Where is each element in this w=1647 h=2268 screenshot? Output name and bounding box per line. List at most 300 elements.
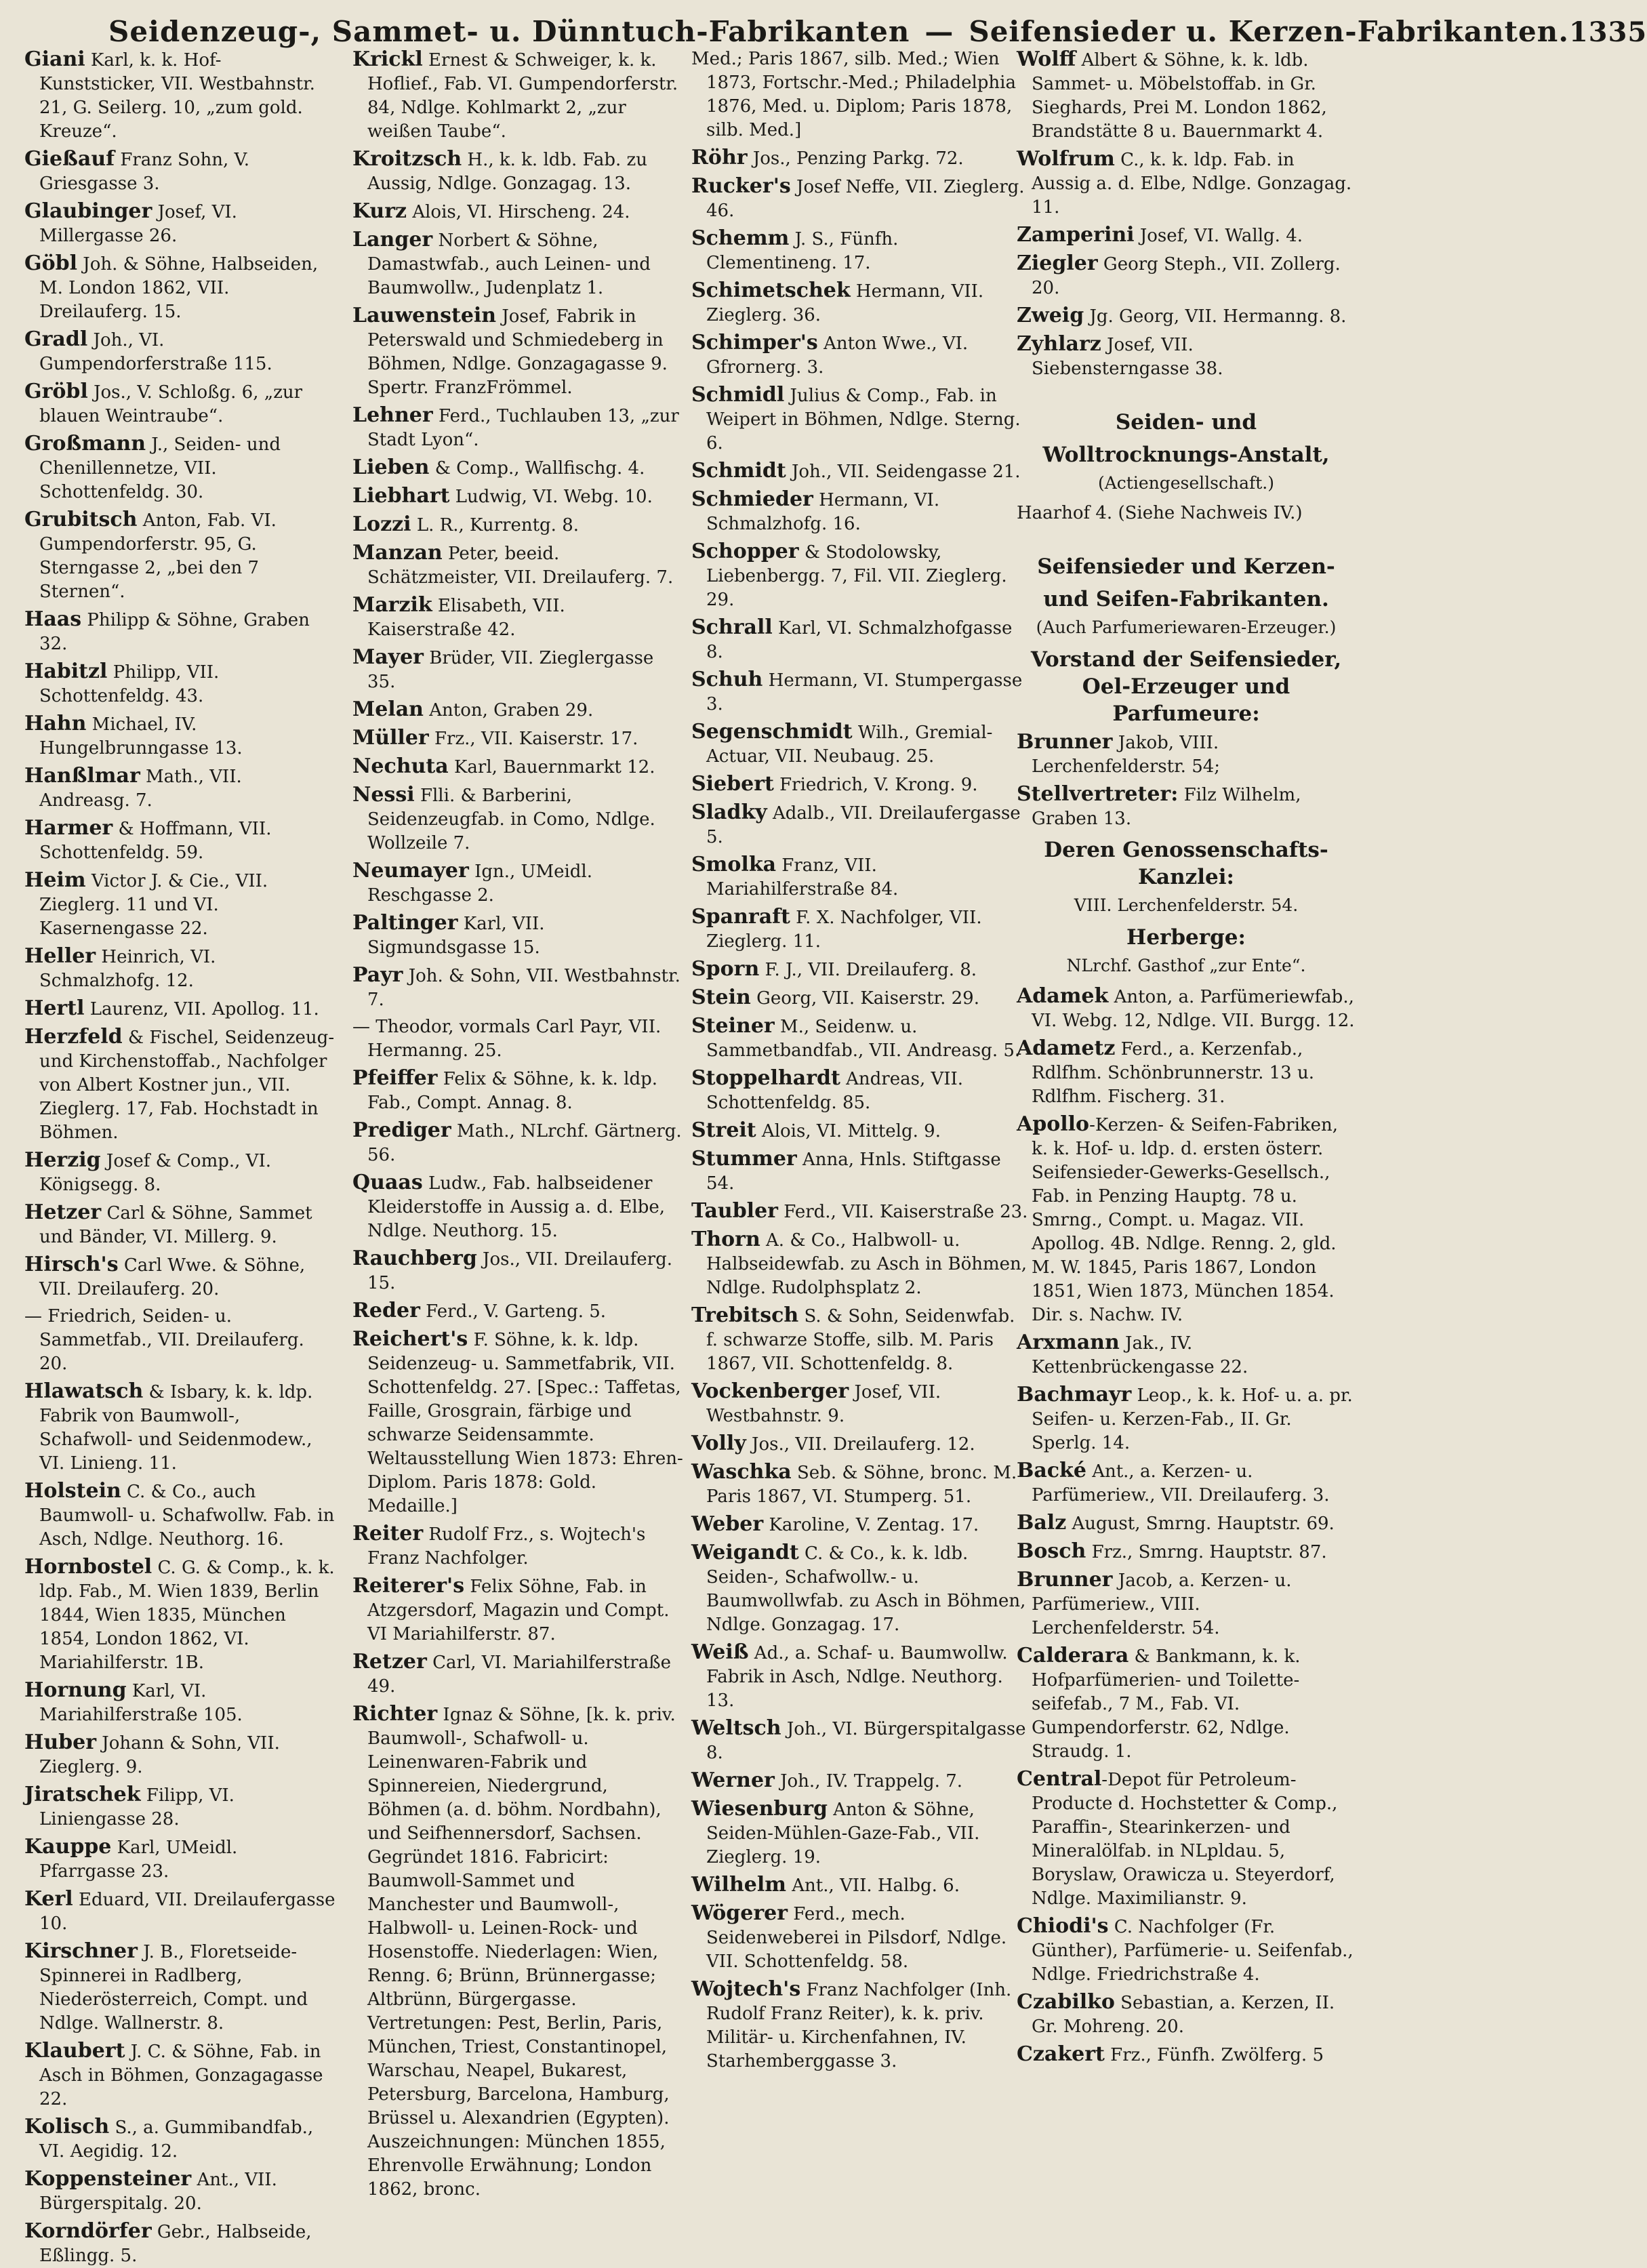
directory-entry [691,720,1030,769]
entry-details: F. J., VII. Dreilauferg. 8. [759,960,977,980]
entry-name: Lieben [352,455,430,479]
entry-details: C., k. k. ldp. Fab. in Aussig a. d. Elbe, Ndlge. Gonzagag. 11. [1032,150,1352,218]
entry-name: Holstein [24,1479,121,1503]
entry-details: Ferd., V. Garteng. 5. [420,1301,607,1322]
entry-name: Kolisch [24,2115,110,2139]
entry-details: Anton Wwe., VI. Gfrornerg. 3. [706,333,969,378]
entry-name: Gröbl [24,380,88,403]
entry-details: Eduard, VII. Dreilaufergasse 10. [39,1890,336,1934]
directory-entry [691,1512,1030,1537]
entry-details: M., Seidenw. u. Sammetbandfab., VII. Andreasg. 5. [706,1017,1021,1061]
entry-details: Andreas, VII. Schottenfeldg. 85. [706,1069,964,1113]
entry-name: Heller [24,944,96,968]
entry-details: J., Seiden- und Chenillennetze, VII. Schottenfeldg. 30. [39,434,281,502]
entry-name: Wilhelm [691,1873,786,1897]
entry-details: Friedrich, V. Krong. 9. [773,775,978,795]
directory-entry [1017,984,1356,1033]
entry-details: Wilh., Gremial-Actuar, VII. Neubaug. 25. [706,723,993,767]
directory-entry [24,996,336,1021]
entry-name: Lozzi [352,512,411,536]
entry-name: Nechuta [352,754,449,778]
entry-details: & Fischel, Seidenzeug- und Kirchenstoffab., Nachfolger von Albert Kostner jun., VII. Zieglerg. 17, Fab. Hochstadt in Böhmen. [39,1028,335,1143]
directory-entry [352,697,685,723]
directory-entry [1017,1036,1356,1109]
section-gap [1017,529,1356,548]
directory-entry [691,1228,1030,1300]
directory-entry [691,1118,1030,1143]
entry-details: Josef, VI. Millergasse 26. [39,202,237,246]
entry-details: Felix & Söhne, k. k. ldp. Fab., Compt. Annag. 8. [367,1069,658,1113]
directory-entry [1017,1539,1356,1564]
directory-entry [691,1977,1030,2073]
entry-name: Schmieder [691,487,813,511]
entry-name: Payr [352,963,403,987]
entry-name: Jiratschek [24,1783,141,1806]
entry-name: Adametz [1017,1036,1116,1060]
directory-entry [24,47,336,144]
directory-entry [352,911,685,960]
directory-entry [691,1199,1030,1224]
entry-name: Trebitsch [691,1303,799,1327]
entry-name: Richter [352,1702,438,1726]
entry-details: Josef & Comp., VI. Königsegg. 8. [39,1151,271,1195]
directory-entry [691,1873,1030,1898]
entry-name: Zamperini [1017,223,1135,247]
entry-name: Prediger [352,1118,451,1142]
directory-entry [352,783,685,855]
directory-entry [1017,47,1356,144]
entry-details: Seb. & Söhne, bronc. M. Paris 1867, VI. Stumperg. 51. [706,1463,1017,1507]
column-4-entries-b [1017,984,1356,2067]
entry-name: Manzan [352,541,443,565]
entry-name: Pfeiffer [352,1066,438,1090]
entry-details: Alois, VI. Hirscheng. 24. [407,202,630,222]
entry-name: Bachmayr [1017,1383,1132,1406]
entry-details: Anton, Fab. VI. Gumpendorferstr. 95, G. Sterngasse 2, „bei den 7 Sternen“. [39,510,277,602]
entry-details: Ferd., a. Kerzenfab., Rdlfhm. Schönbrunnerstr. 13 u. Rdlfhm. Fischerg. 31. [1032,1039,1314,1107]
entry-details: Hermann, VI. Stumpergasse 3. [706,670,1023,714]
entry-name: Steiner [691,1014,775,1038]
entry-details: Josef, VI. Wallg. 4. [1134,226,1303,246]
entry-name: Brunner [1017,1568,1113,1592]
directory-entry [1017,1568,1356,1640]
entry-details: & Comp., Wallfischg. 4. [429,458,645,479]
entry-details: Gebr., Halbseide, Eßlingg. 5. [39,2222,312,2266]
directory-entry [352,1015,685,1063]
directory-entry [691,905,1030,954]
entry-details: Victor J. & Cie., VII. Zieglerg. 11 und VI. Kasernengasse 22. [39,871,268,939]
directory-entry [352,1066,685,1115]
directory-entry [24,2115,336,2164]
entry-name: Bosch [1017,1539,1086,1563]
entry-name: Harmer [24,816,113,840]
entry-name: Schimper's [691,331,818,355]
directory-entry [352,1171,685,1243]
entry-details: Karl, k. k. Hof-Kunststicker, VII. Westbahnstr. 21, G. Seilerg. 10, „zum gold. Kreuze“. [39,50,315,142]
directory-entry [352,1522,685,1571]
directory-entry [24,607,336,656]
entry-details: Ant., VII. Halbg. 6. [786,1876,960,1896]
directory-entry [691,668,1030,716]
entry-details: C. & Co., auch Baumwoll- u. Schafwollw. Fab. in Asch, Ndlge. Neuthorg. 16. [39,1482,335,1550]
entry-details: Georg, VII. Kaiserstr. 29. [750,988,979,1009]
entry-name: Gradl [24,327,88,351]
entry-details: Philipp & Söhne, Graben 32. [39,610,310,654]
directory-entry [691,1901,1030,1974]
entry-details: Heinrich, VI. Schmalzhofg. 12. [39,947,216,991]
entry-name: Spanraft [691,905,790,929]
stellvertreter-details: Filz Wilhelm, Graben 13. [1032,785,1301,829]
directory-entry [1017,223,1356,248]
entry-details: & Stodolowsky, Liebenbergg. 7, Fil. VII. Zieglerg. 29. [706,542,1007,610]
entry-name: Wojtech's [691,1977,801,2001]
directory-entry [1017,1459,1356,1507]
directory-entry [691,459,1030,484]
entry-details: Sebastian, a. Kerzen, II. Gr. Mohreng. 20. [1032,1993,1335,2037]
entry-details: Jak., IV. Kettenbrückengasse 22. [1032,1333,1248,1377]
herberge-address: NLrchf. Gasthof „zur Ente“. [1066,956,1306,975]
directory-entry [352,304,685,400]
directory-entry [352,593,685,642]
directory-entry [691,174,1030,223]
entry-name: Reder [352,1299,420,1322]
entry-name: Stummer [691,1147,797,1171]
entry-name: Wiesenburg [691,1797,828,1821]
entry-name: Schrall [691,615,773,639]
entry-name: Melan [352,697,424,721]
entry-details: Karl, VII. Sigmundsgasse 15. [367,914,545,958]
entry-name: Thorn [691,1228,760,1251]
entry-details: & Isbary, k. k. ldp. Fabrik von Baumwoll-, Schafwoll- und Seidenmodew., VI. Linieng. 11. [39,1382,313,1474]
directory-entry [691,1541,1030,1637]
entry-details: Ant., a. Kerzen- u. Parfümeriew., VII. Dreilauferg. 3. [1032,1461,1330,1505]
directory-entry [352,1327,685,1518]
entry-details: Anton, a. Parfümeriewfab., VI. Webg. 12, Ndlge. VII. Burgg. 12. [1032,987,1355,1031]
entry-name: Quaas [352,1171,423,1194]
directory-entry [24,944,336,993]
entry-details: Josef Neffe, VII. Zieglerg. 46. [706,177,1025,221]
directory-entry [24,1939,336,2036]
directory-entry [352,726,685,751]
directory-entry [691,801,1030,849]
entry-name: Schemm [691,226,790,250]
directory-entry [1017,1914,1356,1987]
directory-entry [691,1768,1030,1794]
directory-entry [1017,251,1356,300]
entry-details: Leop., k. k. Hof- u. a. pr. Seifen- u. Kerzen-Fab., II. Gr. Sperlg. 14. [1032,1385,1353,1453]
column-4 [1017,47,1356,2066]
directory-entry [691,1460,1030,1509]
entry-details: Josef, VII. Westbahnstr. 9. [706,1382,941,1426]
entry-details: Med.; Paris 1867, silb. Med.; Wien 1873, Fortschr.-Med.; Philadelphia 1876, Med. u. Diplom; Paris 1878, silb. Med.] [691,49,1016,140]
entry-name: Klaubert [24,2039,125,2063]
entry-details: Karl, Bauernmarkt 12. [448,757,655,777]
entry-details: C. G. & Comp., k. k. ldp. Fab., M. Wien 1839, Berlin 1844, Wien 1835, München 1854, London 1862, VI. Mariahilferstr. 1B. [39,1558,335,1673]
entry-details: Math., VII. Andreasg. 7. [39,767,242,811]
entry-details: Joh., IV. Trappelg. 7. [774,1771,962,1791]
directory-entry [691,487,1030,536]
directory-entry [24,712,336,761]
directory-entry [691,615,1030,664]
directory-entry [352,199,685,224]
stellvertreter-entry [1017,782,1356,831]
directory-entry [1017,2042,1356,2067]
entry-details: Joh., VI. Bürgerspitalgasse 8. [706,1719,1026,1763]
entry-details: — Friedrich, Seiden- u. Sammetfab., VII. Dreilauferg. 20. [24,1306,304,1374]
entry-details: Karl, UMeidl. Pfarrgasse 23. [39,1838,238,1882]
entry-name: Wolff [1017,47,1076,71]
entry-name: Reichert's [352,1327,468,1351]
directory-entry [691,279,1030,327]
entry-name: Sporn [691,957,760,981]
entry-name: Zyhlarz [1017,332,1101,356]
directory-entry [24,1835,336,1884]
entry-name: Backé [1017,1459,1086,1482]
entry-details: Carl & Söhne, Sammet und Bänder, VI. Millerg. 9. [39,1203,312,1247]
entry-details: L. R., Kurrentg. 8. [411,515,580,535]
entry-name: Langer [352,228,433,251]
directory-entry [24,1479,336,1552]
entry-details: — Theodor, vormals Carl Payr, VII. Hermanng. 25. [352,1017,662,1061]
entry-name: Weltsch [691,1716,781,1740]
directory-entry [691,1147,1030,1196]
entry-details: Karl, VI. Mariahilferstraße 105. [39,1681,243,1725]
entry-name: Czabilko [1017,1990,1115,2014]
entry-details: F. Söhne, k. k. ldp. Seidenzeug- u. Sammetfabrik, VII. Schottenfeldg. 27. [Spec.: Taffetas, Faille, Grosgrain, färbige und schwarze Seidensammte. Weltausstellung Wien 1873: Ehren-Diplom. Paris 1878: Gold. Medaille.] [367,1330,683,1516]
entry-details: Ant., VII. Bürgerspitalg. 20. [39,2170,277,2214]
entry-details: C. & Co., k. k. ldb. Seiden-, Schafwollw.- u. Baumwollwfab. zu Asch in Böhmen, Ndlge. Gonzagag. 17. [706,1543,1026,1635]
entry-details: Anna, Hnls. Stiftgasse 54. [706,1150,1001,1194]
directory-entry [1017,1767,1356,1911]
directory-entry [691,1066,1030,1115]
entry-name: Herzig [24,1148,101,1172]
directory-entry [352,1650,685,1699]
entry-details: Ludw., Fab. halbseidener Kleiderstoffe in Aussig a. d. Elbe, Ndlge. Neuthorg. 15. [367,1173,666,1241]
directory-entry [352,1118,685,1167]
seidentrock-heading-2: Wolltrocknungs-Anstalt, [1042,443,1330,467]
entry-details: C. Nachfolger (Fr. Günther), Parfümerie- u. Seifenfab., Ndlge. Friedrichstraße 4. [1032,1917,1354,1985]
column-4-entries-a [1017,47,1356,381]
page-number: 1335 [1568,16,1647,48]
entry-details: Franz Nachfolger (Inh. Rudolf Franz Reiter), k. k. priv. Militär- u. Kirchenfahnen, IV. Starhemberggasse 3. [706,1980,1012,2071]
entry-details: A. & Co., Halbwoll- u. Halbseidewfab. zu Asch in Böhmen, Ndlge. Rudolphsplatz 2. [706,1230,1028,1298]
entry-name: Heim [24,868,86,892]
entry-details: Alois, VI. Mittelg. 9. [756,1121,941,1141]
seidentrock-note: (Actiengesellschaft.) [1098,473,1274,493]
header-left-title: Seidenzeug-, Sammet- u. Dünntuch-Fabrikanten [108,15,910,48]
directory-entry [24,251,336,324]
entry-name: Segenschmidt [691,720,853,744]
entry-name: Rauchberg [352,1247,477,1270]
entry-name: Müller [352,726,429,750]
entry-name: Stein [691,986,751,1009]
directory-entry [24,1305,336,1376]
entry-details: Carl, VI. Mariahilferstraße 49. [367,1653,671,1697]
entry-details: Ferd., VII. Kaiserstraße 23. [777,1202,1028,1222]
herberge-heading: Herberge: [1126,925,1246,950]
entry-name: Weigandt [691,1541,799,1564]
entry-name: Waschka [691,1460,792,1484]
entry-name: Streit [691,1118,756,1142]
entry-details: Ludwig, VI. Webg. 10. [449,487,653,507]
entry-details: Georg Steph., VII. Zollerg. 20. [1032,254,1341,298]
entry-name: Central [1017,1767,1102,1791]
directory-entry [691,146,1030,171]
column-2 [352,47,685,2200]
entry-name: Göbl [24,251,78,275]
directory-entry [1017,1112,1356,1327]
directory-entry [24,1555,336,1675]
entry-name: Großmann [24,432,146,455]
entry-details: S., a. Gummibandfab., VI. Aegidig. 12. [39,2118,314,2162]
column-1 [24,47,336,2266]
directory-entry [1017,1990,1356,2039]
directory-entry [352,1299,685,1324]
entry-name: Wolfrum [1017,147,1115,171]
vorstand-entry [1017,730,1356,779]
entry-name: Lauwenstein [352,304,497,327]
directory-entry [352,1247,685,1295]
entry-details: J. B., Floretseide-Spinnerei in Radlberg, Niederösterreich, Compt. und Ndlge. Wallnerstr. 8. [39,1942,308,2033]
seifensieder-note: (Auch Parfumeriewaren-Erzeuger.) [1036,617,1337,637]
directory-entry [691,226,1030,275]
entry-name: Glaubinger [24,199,152,223]
entry-name: Apollo [1017,1112,1090,1136]
entry-name: Stoppelhardt [691,1066,840,1090]
entry-name: Hahn [24,712,87,735]
directory-entry [1017,1331,1356,1379]
entry-name: Krickl [352,47,423,71]
directory-entry [24,508,336,604]
entry-details: Joh. & Sohn, VII. Westbahnstr. 7. [367,966,680,1010]
entry-name: Kerl [24,1887,73,1911]
entry-name: Hertl [24,996,85,1020]
directory-entry [24,1730,336,1779]
entry-name: Calderara [1017,1644,1129,1667]
entry-name: Schuh [691,668,763,691]
entry-details: Adalb., VII. Dreilaufergasse 5. [706,803,1021,847]
entry-details: Frz., VII. Kaiserstr. 17. [428,729,638,749]
entry-name: Rucker's [691,174,791,198]
entry-name: Huber [24,1730,97,1754]
directory-entry [691,1432,1030,1457]
entry-name: Habitzl [24,660,108,683]
entry-details: & Bankmann, k. k. Hofparfümerien- und Toilette-seifefab., 7 M., Fab. VI. Gumpendorferstr. 62, Ndlge. Straudg. 1. [1032,1646,1301,1762]
entry-name: Korndörfer [24,2219,152,2243]
kanzlei-heading: Deren Genossenschafts-Kanzlei: [1044,838,1328,889]
directory-entry [24,1783,336,1831]
entry-details: Felix Söhne, Fab. in Atzgersdorf, Magazin und Compt. VI Mariahilferstr. 87. [367,1577,670,1644]
entry-details: Karl, VI. Schmalzhofgasse 8. [706,618,1013,662]
entry-details: Ferd., Tuchlauben 13, „zur Stadt Lyon“. [367,406,679,450]
directory-entry [24,380,336,428]
entry-name: Sladky [691,801,767,824]
directory-entry [24,1253,336,1301]
entry-details: Joh., VI. Gumpendorferstraße 115. [39,330,272,374]
entry-details: Brüder, VII. Zieglergasse 35. [367,648,654,692]
directory-entry [352,1702,685,2202]
entry-details: Norbert & Söhne, Damastwfab., auch Leinen- und Baumwollw., Judenplatz 1. [367,230,651,298]
directory-entry [352,754,685,779]
directory-entry [691,1716,1030,1765]
entry-name: Ziegler [1017,251,1098,275]
entry-name: Röhr [691,146,748,169]
entry-details: Rudolf Frz., s. Wojtech's Franz Nachfolger. [367,1524,646,1568]
entry-name: Kroitzsch [352,147,462,171]
entry-name: Schimetschek [691,279,851,302]
entry-details: Joh., VII. Seidengasse 21. [786,462,1021,482]
entry-name: Taubler [691,1199,778,1223]
directory-entry [691,383,1030,455]
entry-name: Czakert [1017,2042,1105,2066]
entry-details: J. S., Fünfh. Clementineng. 17. [706,229,899,273]
entry-name: Weber [691,1512,764,1536]
directory-entry [24,327,336,376]
directory-entry [24,868,336,941]
entry-name: Hornung [24,1678,127,1702]
entry-name: Wögerer [691,1901,788,1925]
directory-entry [352,963,685,1012]
entry-details: Ferd., mech. Seidenweberei in Pilsdorf, Ndlge. VII. Schottenfeldg. 58. [706,1904,1007,1972]
entry-details: Joh. & Söhne, Halbseiden, M. London 1862, VII. Dreilauferg. 15. [39,254,319,322]
entry-details: Frz., Fünfh. Zwölferg. 5 [1104,2045,1324,2065]
entry-details: Jos., VII. Dreilauferg. 12. [746,1434,975,1455]
entry-details: Hermann, VI. Schmalzhofg. 16. [706,490,940,534]
directory-entry [352,228,685,300]
entry-details: Jos., V. Schloßg. 6, „zur blauen Weintraube“. [39,382,303,426]
entry-name: Hirsch's [24,1253,119,1276]
entry-details: Laurenz, VII. Apollog. 11. [84,999,319,1019]
directory-entry [691,853,1030,902]
directory-entry [24,2219,336,2268]
directory-entry [352,512,685,538]
entry-details: Flli. & Barberini, Seidenzeugfab. in Como, Ndlge. Wollzeile 7. [367,786,655,853]
entry-details: Anton, Graben 29. [423,700,594,721]
entry-details: Ad., a. Schaf- u. Baumwollw. Fabrik in Asch, Ndlge. Neuthorg. 13. [706,1643,1008,1711]
entry-name: Liebhart [352,484,450,508]
entry-details: Jacob, a. Kerzen- u. Parfümeriew., VIII. Lerchenfelderstr. 54. [1032,1571,1292,1638]
section-gap [1017,384,1356,403]
directory-entry [1017,1383,1356,1455]
directory-entry [24,1678,336,1727]
directory-entry [352,484,685,509]
entry-name: Kauppe [24,1835,112,1859]
entry-name: Reiterer's [352,1574,465,1598]
directory-entry [1017,147,1356,220]
directory-entry [24,1148,336,1197]
entry-name: Retzer [352,1650,427,1674]
entry-details: -Kerzen- & Seifen-Fabriken, k. k. Hof- u. ldp. d. ersten österr. Seifensieder-Gewerks-Gesellsch., Fab. in Penzing Hauptg. 78 u. Smrng., Compt. u. Magaz. VII. Apollog. 4B. Ndlge. Renng. 2, gld. M. W. 1845, Paris 1867, London 1851, Wien 1873, München 1854. Dir. s. Nachw. IV. [1032,1115,1339,1325]
entry-details: J. C. & Söhne, Fab. in Asch in Böhmen, Gonzagagasse 22. [39,2042,323,2109]
entry-details: Jos., VII. Dreilauferg. 15. [367,1249,673,1293]
vorstand-heading: Vorstand der Seifensieder, Oel-Erzeuger und Parfumeure: [1030,647,1342,726]
entry-details: Elisabeth, VII. Kaiserstraße 42. [367,596,565,640]
entry-details: Ignaz & Söhne, [k. k. priv. Baumwoll-, Schafwoll- u. Leinenwaren-Fabrik und Spinnereien, Niedergrund, Böhmen (a. d. böhm. Nordbahn), und Seifhennersdorf, Sachsen. Gegründet 1816. Fabricirt: Baumwoll-Sammet und Manchester und Baumwoll-, Halbwoll- u. Leinen-Rock- und Hosenstoffe. Niederlagen: Wien, Renng. 6; Brünn, Brünnergasse; Altbrünn, Bürgergasse. Vertretungen: Pest, Berlin, Paris, München, Triest, Constantinopel, Warschau, Neapel, Bukarest, Petersburg, Barcelona, Hamburg, Brüssel u. Alexandrien (Egypten). Auszeichnungen: München 1855, Ehrenvolle Erwähnung; London 1862, bronc. [367,1705,676,2200]
directory-entry [352,47,685,144]
directory-entry [691,772,1030,797]
seifensieder-heading-1: Seifensieder und Kerzen- [1037,554,1335,579]
entry-details: -Depot für Petroleum-Producte d. Hochstetter & Comp., Paraffin-, Stearinkerzen- und Mineralölfab. in NLpldau. 5, Boryslaw, Orawicza u. Steyerdorf, Ndlge. Maximilianstr. 9. [1032,1770,1338,1909]
entry-name: Hlawatsch [24,1379,144,1403]
directory-entry [24,2039,336,2111]
entry-details: Philipp, VII. Schottenfeldg. 43. [39,662,220,706]
entry-name: Schopper [691,540,799,563]
directory-entry [352,1574,685,1646]
entry-details: Math., NLrchf. Gärtnerg. 56. [367,1121,682,1165]
stellvertreter-label: Stellvertreter: [1017,782,1179,806]
entry-details: Franz, VII. Mariahilferstraße 84. [706,855,899,899]
directory-entry [1017,1644,1356,1764]
